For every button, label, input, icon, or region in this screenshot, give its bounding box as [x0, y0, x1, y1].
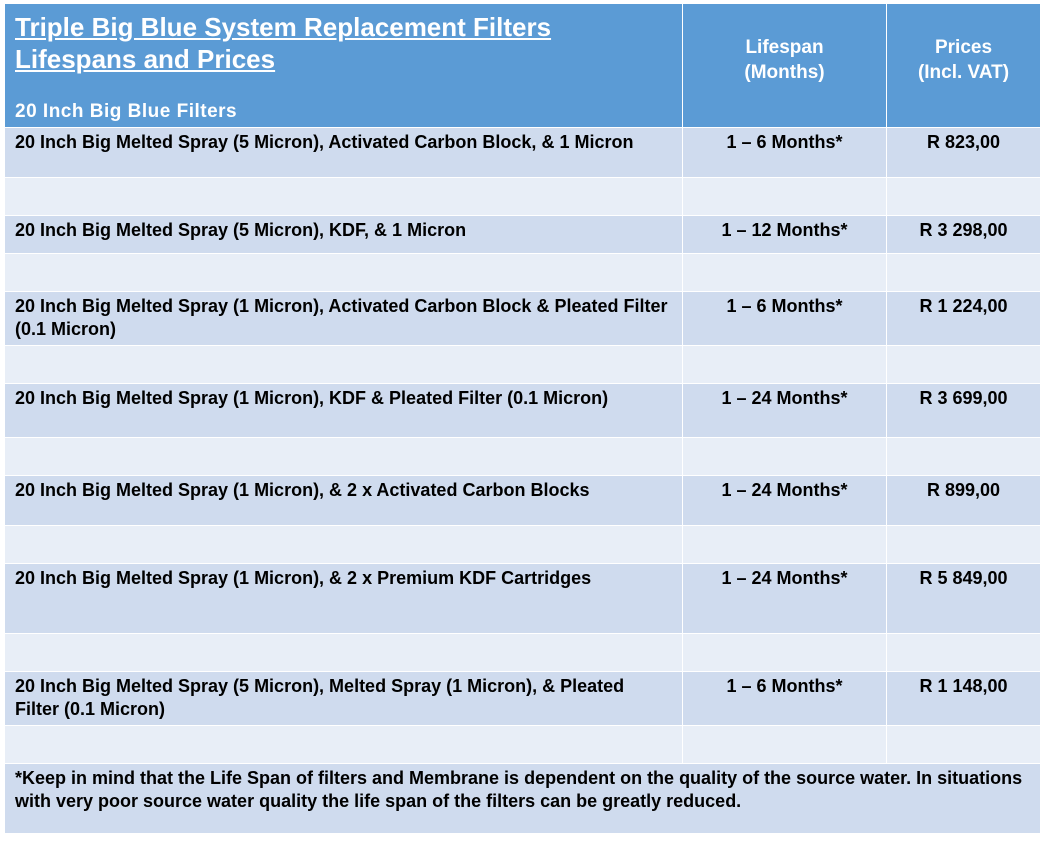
spacer-row — [5, 178, 1041, 216]
filter-price: R 5 849,00 — [887, 564, 1041, 634]
filter-lifespan: 1 – 24 Months* — [683, 564, 887, 634]
filter-lifespan: 1 – 12 Months* — [683, 216, 887, 254]
filter-price: R 3 298,00 — [887, 216, 1041, 254]
filter-name: 20 Inch Big Melted Spray (5 Micron), Melted Spray (1 Micron), & Pleated Filter (0.1 Micron) — [5, 672, 683, 726]
filter-lifespan: 1 – 24 Months* — [683, 476, 887, 526]
prices-header-line-1: Prices — [934, 37, 993, 58]
filter-name: 20 Inch Big Melted Spray (1 Micron), Activated Carbon Block & Pleated Filter (0.1 Micron) — [5, 292, 683, 346]
lifespan-header-line-1: Lifespan — [745, 37, 824, 58]
filter-name: 20 Inch Big Melted Spray (1 Micron), & 2 x Activated Carbon Blocks — [5, 476, 683, 526]
table-row — [5, 128, 1041, 178]
filter-name: 20 Inch Big Melted Spray (5 Micron), Activated Carbon Block, & 1 Micron — [5, 128, 683, 178]
spacer-row — [5, 726, 1041, 764]
filter-name: 20 Inch Big Melted Spray (1 Micron), KDF & Pleated Filter (0.1 Micron) — [5, 384, 683, 438]
page-title-line-2: Lifespans and Prices — [15, 44, 276, 74]
filter-lifespan: 1 – 6 Months* — [683, 292, 887, 346]
table-row — [5, 476, 1041, 526]
filter-lifespan: 1 – 6 Months* — [683, 128, 887, 178]
filter-price: R 1 148,00 — [887, 672, 1041, 726]
price-table — [4, 3, 1041, 834]
lifespan-header-line-2: (Months) — [744, 62, 825, 83]
title-cell — [5, 4, 683, 128]
table-row — [5, 384, 1041, 438]
filter-price: R 1 224,00 — [887, 292, 1041, 346]
spacer-row — [5, 346, 1041, 384]
spacer-row — [5, 526, 1041, 564]
table-row — [5, 292, 1041, 346]
header-row — [5, 4, 1041, 128]
footnote-row — [5, 764, 1041, 834]
filter-lifespan: 1 – 6 Months* — [683, 672, 887, 726]
filter-name: 20 Inch Big Melted Spray (5 Micron), KDF, & 1 Micron — [5, 216, 683, 254]
page-title-line-1: Triple Big Blue System Replacement Filters — [15, 12, 552, 42]
spacer-row — [5, 254, 1041, 292]
table-row — [5, 564, 1041, 634]
filter-name: 20 Inch Big Melted Spray (1 Micron), & 2 x Premium KDF Cartridges — [5, 564, 683, 634]
prices-column-header — [887, 4, 1041, 128]
filter-lifespan: 1 – 24 Months* — [683, 384, 887, 438]
table-row — [5, 672, 1041, 726]
prices-header-line-2: (Incl. VAT) — [917, 62, 1010, 83]
spacer-row — [5, 634, 1041, 672]
spacer-row — [5, 438, 1041, 476]
footnote: *Keep in mind that the Life Span of filters and Membrane is dependent on the quality of the source water. In situations with very poor source water quality the life span of the filters can be greatly reduced. — [5, 764, 1041, 834]
filter-price: R 823,00 — [887, 128, 1041, 178]
table-row — [5, 216, 1041, 254]
section-subtitle: 20 Inch Big Blue Filters — [15, 101, 238, 122]
filter-price: R 899,00 — [887, 476, 1041, 526]
filter-price: R 3 699,00 — [887, 384, 1041, 438]
lifespan-column-header — [683, 4, 887, 128]
